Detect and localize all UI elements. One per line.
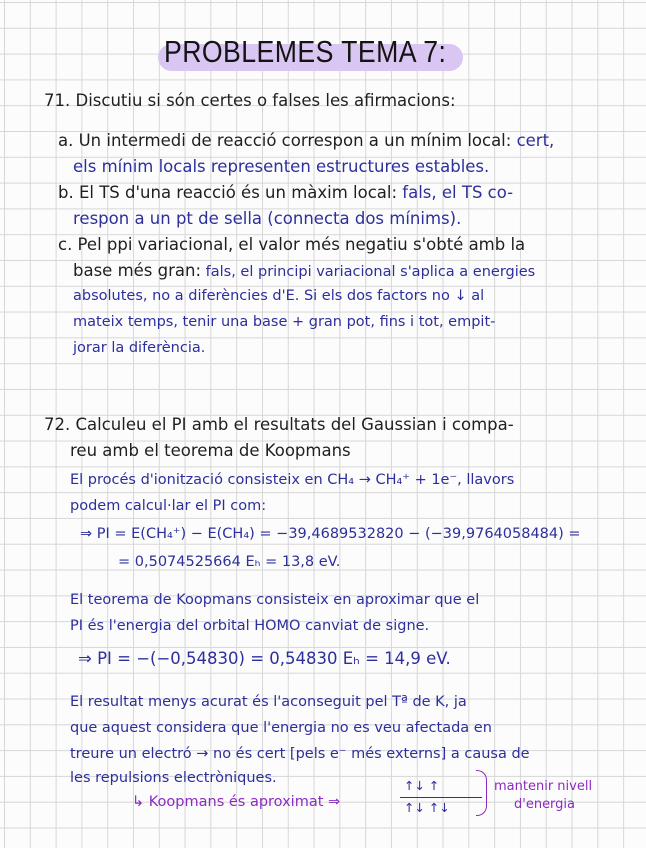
curly-bracket (476, 770, 487, 816)
p72-statement-line1: 72. Calculeu el PI amb el resultats del Gaussian i compa- (44, 415, 514, 434)
side-note-line2: d'energia (514, 797, 576, 812)
p71-statement: 71. Discutiu si són certes o falses les afirmacions: (44, 91, 456, 110)
p71-c-line4: mateix temps, tenir una base + gran pot, fins i tot, empit- (73, 314, 496, 330)
p71-c-line5: jorar la diferència. (73, 340, 206, 356)
orbital-levels-bottom: ↑↓ ↑↓ (404, 800, 450, 815)
p72-result-line3: treure un electró → no és cert [pels e⁻ més externs] a causa de (70, 746, 530, 762)
p71-c-question: base més gran: (73, 261, 202, 280)
p71-c-line3: absolutes, no a diferències d'E. Si els dos factors no ↓ al (73, 288, 485, 304)
p72-ionization-line2: podem calcul·lar el PI com: (70, 498, 267, 514)
p71-b-answer: fals, el TS co- (397, 183, 514, 202)
p72-equation-2: = 0,5074525664 Eₕ = 13,8 eV. (118, 554, 341, 570)
orbital-level-line (400, 797, 482, 798)
p72-result-line1: El resultat menys acurat és l'aconseguit pel Tª de K, ja (70, 694, 467, 710)
p71-b-question: b. El TS d'una reacció és un màxim local: (58, 183, 398, 202)
p71-c-line1: c. Pel ppi variacional, el valor més negatiu s'obté amb la (58, 235, 526, 254)
p71-a-question: a. Un intermedi de reacció correspon a un mínim local: (58, 131, 512, 150)
p72-result-line4: les repulsions electròniques. (70, 770, 277, 786)
p71-a-line2: els mínim locals representen estructures estables. (73, 157, 490, 176)
p72-koopmans-line1: El teorema de Koopmans consisteix en aproximar que el (70, 592, 480, 608)
p72-statement-line2: reu amb el teorema de Koopmans (70, 441, 351, 460)
p72-koopmans-line2: PI és l'energia del orbital HOMO canviat de signe. (70, 618, 430, 634)
p71-a-line1 (58, 128, 554, 153)
p72-result-line2: que aquest considera que l'energia no es veu afectada en (70, 720, 492, 736)
p71-c-answer: fals, el principi variacional s'aplica a energies (201, 264, 536, 280)
p71-b-line1 (58, 180, 513, 205)
p71-a-answer: cert, (511, 131, 555, 150)
p71-b-line2: respon a un pt de sella (connecta dos mínims). (73, 209, 462, 228)
side-note-line1: mantenir nivell (494, 779, 593, 794)
p72-equation-3: ⇒ PI = −(−0,54830) = 0,54830 Eₕ = 14,9 eV. (78, 649, 451, 668)
title-banner (150, 34, 478, 74)
p72-koopmans-note: ↳ Koopmans és aproximat ⇒ (132, 794, 341, 810)
p71-c-line2 (73, 258, 535, 285)
orbital-levels-top: ↑↓ ↑ (404, 778, 440, 793)
p72-equation-1: ⇒ PI = E(CH₄⁺) − E(CH₄) = −39,4689532820 − (−39,9764058484) = (80, 526, 581, 542)
p72-ionization-line1: El procés d'ionització consisteix en CH₄ → CH₄⁺ + 1e⁻, llavors (70, 472, 515, 488)
page-title: PROBLEMES TEMA 7: (164, 34, 447, 69)
